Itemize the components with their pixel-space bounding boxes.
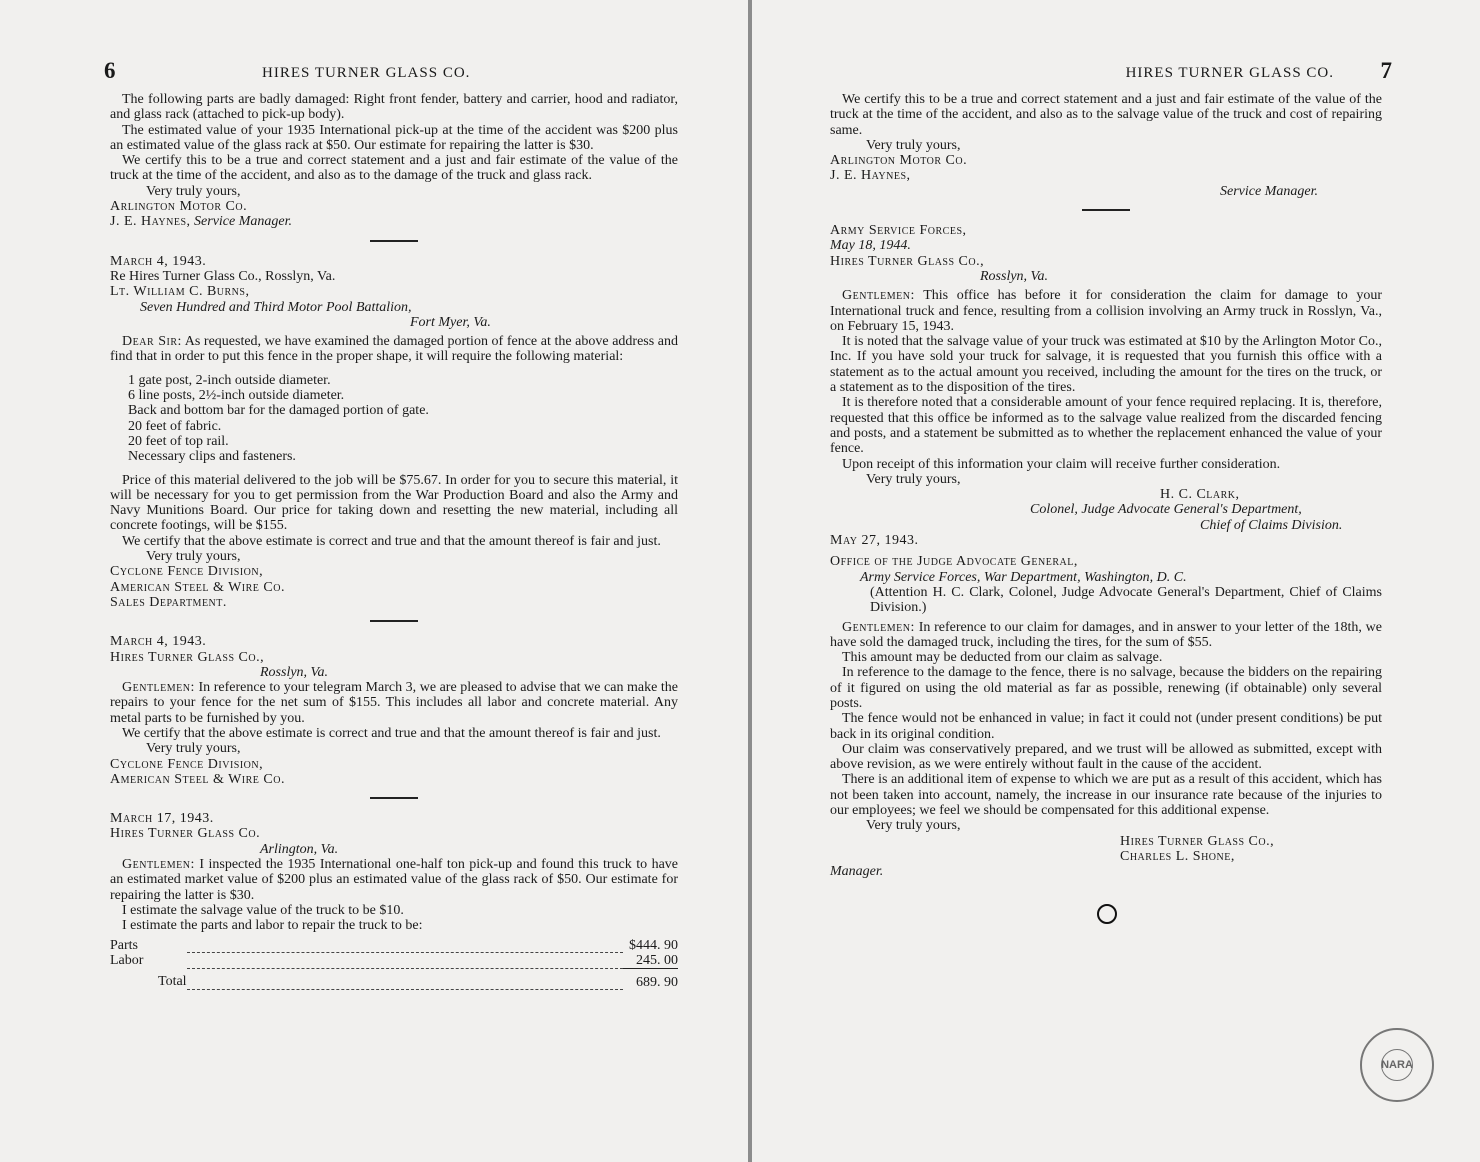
binding-hole-icon: [1097, 904, 1117, 924]
addressee-name: Hires Turner Glass Co.,: [830, 253, 985, 269]
paragraph-text: In reference to your telegram March 3, we are pleased to advise that we can make the repairs to your fence for the net sum of $155. This includes all labor and concrete material. Any metal parts to be furnished by you.: [110, 680, 679, 726]
closing: Very truly yours,: [146, 741, 241, 757]
signer-title: Colonel, Judge Advocate General's Department,: [1030, 502, 1302, 518]
paragraph: It is therefore noted that a considerable amount of your fence required replacing. It is, therefore, requested that this office be informed as to the salvage value realized from the discarded fencing and posts, and a statement be submitted as to whether the replacement enhanced the value of your fence.: [830, 395, 1382, 457]
paragraph: [830, 620, 1382, 651]
total-amount: 689. 90: [636, 974, 678, 990]
addressee-unit: Army Service Forces, War Department, Washington, D. C.: [860, 569, 1187, 585]
row-amount: 245. 00: [623, 953, 678, 969]
total-label: Total: [158, 974, 187, 990]
closing: Very truly yours,: [866, 137, 961, 153]
closing: Very truly yours,: [866, 818, 961, 834]
signature-company: Arlington Motor Co.: [830, 153, 968, 169]
right-page-header: [830, 58, 1392, 92]
addressee-name: Lt. William C. Burns,: [110, 284, 250, 300]
paragraph: I estimate the salvage value of the truck to be $10.: [122, 902, 404, 918]
paragraph-text: I inspected the 1935 International one-half ton pick-up and found this truck to have an estimated market value of $200 plus an estimated value of the glass rack of $50. Our estimate for repairing the latter is $30.: [110, 857, 678, 903]
signature-company: Arlington Motor Co.: [110, 199, 248, 215]
signer-title: Chief of Claims Division.: [1200, 517, 1343, 533]
paragraph: We certify that the above estimate is correct and true and that the amount thereof is fair and just.: [122, 533, 661, 549]
letter-date: March 4, 1943.: [110, 634, 207, 650]
row-label: Labor: [110, 952, 144, 968]
signer-name: H. C. Clark,: [1160, 487, 1240, 503]
letter-date: March 4, 1943.: [110, 253, 207, 269]
signature-line: Cyclone Fence Division,: [110, 564, 264, 580]
signer-title: Service Manager.: [194, 214, 292, 230]
running-header-title: HIRES TURNER GLASS CO.: [262, 65, 471, 81]
dot-leader: [187, 953, 623, 969]
page-number: 7: [1380, 58, 1392, 83]
signer-name: Charles L. Shone,: [1120, 848, 1235, 864]
signer-title: Service Manager.: [1220, 183, 1318, 199]
addressee-unit: Seven Hundred and Third Motor Pool Battalion,: [140, 299, 412, 315]
list-item: 6 line posts, 2½-inch outside diameter.: [128, 388, 345, 404]
paragraph: The fence would not be enhanced in value; in fact it could not (under present conditions) be put back in its original condition.: [830, 711, 1382, 742]
attention-line: (Attention H. C. Clark, Colonel, Judge Advocate General's Department, Chief of Claims Division.): [870, 584, 1382, 616]
section-divider: [370, 620, 418, 622]
page-number: 6: [104, 58, 116, 83]
paragraph: [830, 288, 1382, 334]
salutation: Gentlemen:: [122, 680, 195, 696]
paragraph: We certify that the above estimate is correct and true and that the amount thereof is fair and just.: [122, 725, 661, 741]
paragraph-text: In reference to our claim for damages, and in answer to your letter of the 18th, we have sold the damaged truck, including the tires, for the sum of $55.: [830, 619, 1383, 650]
addressee-name: Hires Turner Glass Co.: [110, 826, 261, 842]
paragraph: It is noted that the salvage value of your truck was estimated at $10 by the Arlington Motor Co., Inc. If you have sold your truck for salvage, it is requested that you furnish this office with a statement as to the actual amount you received, including the amount for the tires on the truck, or a statement as to the disposition of the tires.: [830, 334, 1382, 396]
row-label: Parts: [110, 937, 138, 953]
paragraph: [110, 857, 678, 903]
list-item: 1 gate post, 2-inch outside diameter.: [128, 372, 331, 388]
section-divider: [370, 797, 418, 799]
signature-line: Sales Department.: [110, 594, 227, 610]
paragraph-text: This office has before it for consideration the claim for damage to your International truck and fence, resulting from a collision involving an Army truck in Rosslyn, Va., on February 15, 1943.: [830, 288, 1382, 334]
letter-date: March 17, 1943.: [110, 811, 214, 827]
archive-stamp-inner: [1381, 1049, 1413, 1081]
addressee-name: Hires Turner Glass Co.,: [110, 649, 265, 665]
closing: Very truly yours,: [146, 549, 241, 565]
paragraph: [110, 334, 678, 365]
closing: Very truly yours,: [146, 183, 241, 199]
paragraph: There is an additional item of expense to which we are put as a result of this accident, which has not been taken into account, namely, the increase in our insurance rate because of the injuries to our employees; we feel we should be compensated for this additional expense.: [830, 772, 1382, 819]
section-divider: [1082, 209, 1130, 211]
salutation: Gentlemen:: [842, 619, 915, 635]
sender-line: Army Service Forces,: [830, 223, 967, 239]
signer-name: J. E. Haynes,: [830, 168, 911, 184]
signature-line: American Steel & Wire Co.: [110, 771, 285, 787]
cost-table: [110, 938, 678, 991]
row-amount: $444. 90: [629, 937, 678, 953]
paragraph-text: As requested, we have examined the damaged portion of fence at the above address and find that in order to put this fence in the proper shape, it will require the following material:: [110, 334, 679, 365]
addressee-place: Fort Myer, Va.: [410, 314, 491, 330]
list-item: 20 feet of fabric.: [128, 418, 222, 434]
addressee-place: Rosslyn, Va.: [980, 268, 1049, 284]
paragraph: We certify this to be a true and correct statement and a just and fair estimate of the value of the truck at the time of the accident, and also as to the salvage value of the truck and cost of repairing same.: [830, 92, 1382, 138]
left-page-header: [104, 58, 678, 92]
running-header-title: HIRES TURNER GLASS CO.: [1125, 65, 1334, 81]
salutation: Gentlemen:: [122, 857, 195, 873]
list-item: Back and bottom bar for the damaged portion of gate.: [128, 403, 429, 419]
right-page-content: [830, 58, 1392, 880]
archive-stamp: [1360, 1028, 1434, 1102]
paragraph: Price of this material delivered to the job will be $75.67. In order for you to secure this material, it will be necessary for you to get permission from the War Production Board and also the Army and Navy Munitions Board. Our price for taking down and resetting the new material, including all concrete footings, will be $155.: [110, 472, 678, 534]
paragraph: Upon receipt of this information your claim will receive further consideration.: [842, 456, 1281, 472]
list-item: 20 feet of top rail.: [128, 433, 229, 449]
list-item: Necessary clips and fasteners.: [128, 449, 296, 465]
salutation: Dear Sir:: [122, 334, 182, 350]
addressee-name: Office of the Judge Advocate General,: [830, 554, 1078, 570]
addressee-place: Arlington, Va.: [260, 841, 339, 857]
section-divider: [370, 240, 418, 242]
letter-date: May 18, 1944.: [830, 238, 911, 254]
letter-date: May 27, 1943.: [830, 533, 919, 549]
paragraph: In reference to the damage to the fence, there is no salvage, because the bidders on the repairing of it figured on using the old material as far as possible, renewing (if obtainable) only several posts.: [830, 665, 1382, 711]
closing: Very truly yours,: [866, 471, 961, 487]
signer-title: Manager.: [830, 864, 884, 880]
paragraph: The following parts are badly damaged: Right front fender, battery and carrier, hood and radiator, and glass rack (attached to pick-up body).: [110, 92, 678, 123]
table-row: [110, 953, 678, 969]
dot-leader: [187, 938, 623, 953]
left-page-content: [104, 58, 679, 990]
signature-name: [110, 214, 678, 229]
addressee-place: Rosslyn, Va.: [260, 664, 329, 680]
signature-line: American Steel & Wire Co.: [110, 579, 285, 595]
stamp-label: NARA: [1381, 1059, 1413, 1071]
table-row: [110, 968, 678, 990]
signature-line: Cyclone Fence Division,: [110, 756, 264, 772]
right-page: [752, 0, 1480, 1162]
salutation: Gentlemen:: [842, 288, 915, 304]
paragraph: We certify this to be a true and correct statement and a just and fair estimate of the value of the truck at the time of the accident, and also as to the damage of the truck and glass rack.: [110, 153, 678, 184]
materials-list: [110, 373, 678, 465]
paragraph: I estimate the parts and labor to repair the truck to be:: [122, 918, 423, 934]
paragraph: [110, 680, 678, 726]
paragraph: This amount may be deducted from our claim as salvage.: [842, 650, 1163, 666]
dot-leader: [187, 968, 623, 990]
paragraph: The estimated value of your 1935 International pick-up at the time of the accident was $200 plus an estimated value of the glass rack at $50. Our estimate for repairing the latter is $30.: [110, 122, 678, 153]
re-line: Re Hires Turner Glass Co., Rosslyn, Va.: [110, 268, 336, 284]
table-row: [110, 938, 678, 953]
signer-name: J. E. Haynes,: [110, 214, 191, 230]
paragraph: Our claim was conservatively prepared, and we trust will be allowed as submitted, except with above revision, as we were entirely without fault in the cause of the accident.: [830, 741, 1382, 773]
signature-company: Hires Turner Glass Co.,: [1120, 833, 1275, 849]
